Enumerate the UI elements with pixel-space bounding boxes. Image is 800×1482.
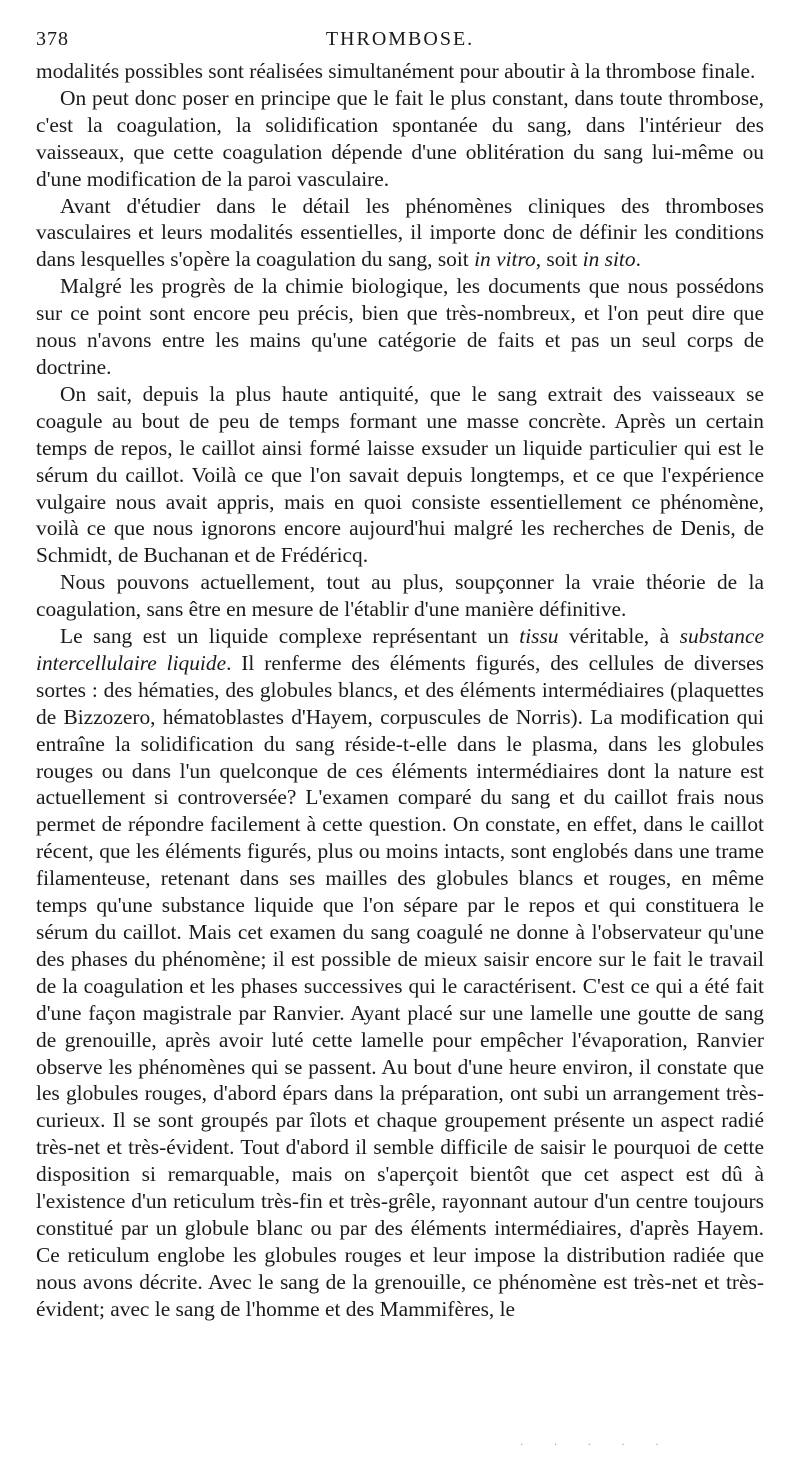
text-run: On sait, depuis la plus haute antiquité, que le sang extrait des vaisseaux se coagule au bout de peu de temps formant une masse concrète. Après un certain temps de repos, le caillot ainsi formé laisse exsuder un liquide particulier qui est le sérum du caillot. Voilà ce que l'on savait depuis longtemps, et ce que l'expérience vulgaire nous avait appris, mais en quoi consiste essentiellement ce phénomène, voilà ce que nous ignorons encore aujourd'hui malgré les recherches de Denis, de Schmidt, de Buchanan et de Frédéricq. xyxy=(36,381,764,568)
paragraph xyxy=(36,273,764,381)
paragraph xyxy=(36,58,764,85)
italic-term: substance intercellulaire liquide xyxy=(36,624,764,675)
paragraph xyxy=(36,193,764,274)
text-run: modalités possibles sont réalisées simultanément pour aboutir à la thrombose finale. xyxy=(36,59,756,83)
footer-smudge-marks: · · · · · xyxy=(520,1440,673,1451)
text-run: On peut donc poser en principe que le fait le plus constant, dans toute thrombose, c'est la coagulation, la solidification spontanée du sang, dans l'intérieur des vaisseaux, que cette coagulation dépende d'une oblitération du sang lui-même ou d'une modification de la paroi vasculaire. xyxy=(36,85,764,191)
italic-term: in sito xyxy=(582,247,636,272)
page-number: 378 xyxy=(36,28,69,50)
paragraph xyxy=(36,85,764,193)
text-run: Avant d'étudier dans le détail les phénomènes cliniques des thromboses vasculaires et leurs modalités essentielles, il importe donc de définir les conditions dans lesquelles s'opère la coagulation du sang, soit xyxy=(36,193,764,272)
body-text xyxy=(36,58,764,1323)
text-run: . xyxy=(635,247,641,272)
paragraph xyxy=(36,569,764,623)
text-run: Nous pouvons actuellement, tout au plus, soupçonner la vraie théorie de la coagulation, sans être en mesure de l'établir d'une manière définitive. xyxy=(36,570,764,622)
italic-term: tissu xyxy=(519,624,559,649)
text-run: , soit xyxy=(535,247,583,272)
running-header xyxy=(36,28,764,58)
text-run: Malgré les progrès de la chimie biologique, les documents que nous possédons sur ce point sont encore peu précis, bien que très-nombreux, et l'on peut dire que nous n'avons entre les mains qu'une catégorie de faits et pas un seul corps de doctrine. xyxy=(36,274,764,379)
paragraph xyxy=(36,381,764,569)
italic-term: in vitro xyxy=(474,247,536,272)
text-run: Le sang est un liquide complexe représentant un xyxy=(60,624,520,649)
paragraph xyxy=(36,623,764,1323)
running-title: THROMBOSE. xyxy=(325,28,475,50)
text-run: véritable, à xyxy=(558,624,680,649)
text-run: . Il renferme des éléments figurés, des cellules de diverses sortes : des hématies, des globules blancs, et des éléments intermédiaires (plaquettes de Bizzozero, hématoblastes d'Hayem, corpuscules de Norris). La modification qui entraîne la solidification du sang réside-t-elle dans le plasma, dans les globules rouges ou dans l'un quelconque de ces éléments intermédiaires dont la nature est actuellement si controversée? L'examen comparé du sang et du caillot frais nous permet de répondre facilement à cette question. On constate, en effet, dans le caillot récent, que les éléments figurés, plus ou moins intacts, sont englobés dans une trame filamenteuse, retenant dans ses mailles des globules blancs et rouges, en même temps qu'une substance liquide que l'on sépare par le repos et qui constituera le sérum du caillot. Mais cet examen du sang coagulé ne donne à l'observateur qu'une des phases du phénomène; il est possible de mieux saisir encore sur le fait le travail de la coagulation et les phases successives qui le caractérisent. C'est ce qui a été fait d'une façon magistrale par Ranvier. Ayant placé sur une lamelle une goutte de sang de grenouille, après avoir luté cette lamelle pour empêcher l'évaporation, Ranvier observe les phénomènes qui se passent. Au bout d'une heure environ, il constate que les globules rouges, d'abord épars dans la préparation, ont subi un arrangement très-curieux. Il se sont groupés par îlots et chaque groupement présente un aspect radié très-net et très-évident. Tout d'abord il semble difficile de saisir le pourquoi de cette disposition si remarquable, mais on s'aperçoit bientôt que cet aspect est dû à l'existence d'un reticulum très-fin et très-grêle, rayonnant autour d'un centre toujours constitué par un globule blanc ou par des éléments intermédiaires, d'après Hayem. Ce reticulum englobe les globules rouges et leur impose la distribution radiée que nous avons décrite. Avec le sang de la grenouille, ce phénomène est très-net et très-évident; avec le sang de l'homme et des Mammifères, le xyxy=(36,650,764,1321)
